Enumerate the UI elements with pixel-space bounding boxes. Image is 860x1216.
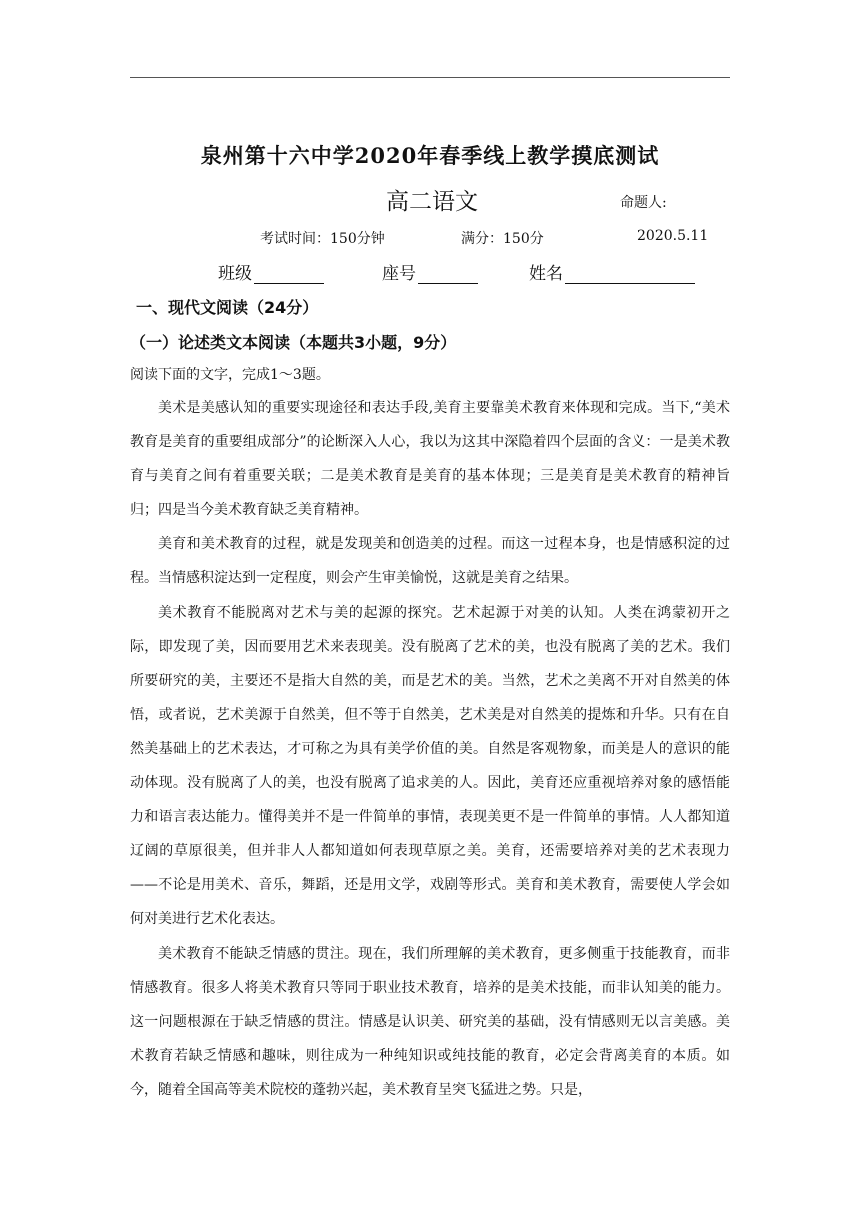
passage-paragraph: 美术是美感认知的重要实现途径和表达手段,美育主要靠美术教育来体现和完成。当下,“美术教育是美育的重要组成部分”的论断深入人心，我以为这其中深隐着四个层面的含义：一是美术教育与美育之间有着重要关联；二是美术教育是美育的基本体现；三是美育是美术教育的精神旨归；四是当今美术教育缺乏美育精神。 — [130, 400, 730, 519]
name-blank — [565, 265, 695, 284]
name-label: 姓名 — [529, 264, 563, 284]
seat-field — [382, 259, 478, 284]
exam-date: 2020.5.11 — [637, 228, 709, 244]
author-label: 命题人: — [620, 195, 667, 211]
seat-blank — [418, 265, 478, 284]
class-blank — [254, 265, 324, 284]
reading-instruction: 阅读下面的文字，完成1～3题。 — [130, 367, 330, 383]
full-score: 满分：150分 — [461, 231, 544, 247]
exam-time: 考试时间：150分钟 — [260, 231, 385, 247]
passage-paragraph: 美术教育不能缺乏情感的贯注。现在，我们所理解的美术教育，更多侧重于技能教育，而非情感教育。很多人将美术教育只等同于职业技术教育，培养的是美术技能，而非认知美的能力。这一问题根源在于缺乏情感的贯注。情感是认识美、研究美的基础，没有情感则无以言美感。美术教育若缺乏情感和趣味，则往成为一种纯知识或纯技能的教育，必定会背离美育的本质。如今，随着全国高等美术院校的蓬勃兴起，美术教育呈突飞猛进之势。只是， — [130, 945, 730, 1098]
header-rule — [130, 77, 730, 78]
passage — [130, 391, 730, 1107]
exam-title: 泉州第十六中学2020年春季线上教学摸底测试 — [200, 143, 660, 168]
class-label: 班级 — [218, 264, 252, 284]
subject-title: 高二语文 — [386, 189, 478, 215]
seat-label: 座号 — [382, 264, 416, 284]
section-heading: 一、现代文阅读（24分） — [136, 298, 319, 317]
passage-paragraph: 美术教育不能脱离对艺术与美的起源的探究。艺术起源于对美的认知。人类在鸿蒙初开之际，即发现了美，因而要用艺术来表现美。没有脱离了艺术的美，也没有脱离了美的艺术。我们所要研究的美，主要还不是指大自然的美，而是艺术的美。当然，艺术之美离不开对自然美的体悟，或者说，艺术美源于自然美，但不等于自然美，艺术美是对自然美的提炼和升华。只有在自然美基础上的艺术表达，才可称之为具有美学价值的美。自然是客观物象，而美是人的意识的能动体现。没有脱离了人的美，也没有脱离了追求美的人。因此，美育还应重视培养对象的感悟能力和语言表达能力。懂得美并不是一件简单的事情，表现美更不是一件简单的事情。人人都知道辽阔的草原很美，但并非人人都知道如何表现草原之美。美育，还需要培养对美的艺术表现力——不论是用美术、音乐，舞蹈，还是用文学，戏剧等形式。美育和美术教育，需要使人学会如何对美进行艺术化表达。 — [130, 604, 730, 928]
passage-paragraph: 美育和美术教育的过程，就是发现美和创造美的过程。而这一过程本身，也是情感积淀的过程。当情感积淀达到一定程度，则会产生审美愉悦，这就是美育之结果。 — [130, 536, 730, 587]
subsection-heading: （一）论述类文本阅读（本题共3小题，9分） — [130, 333, 457, 352]
class-field — [218, 259, 324, 284]
name-field — [529, 259, 695, 284]
